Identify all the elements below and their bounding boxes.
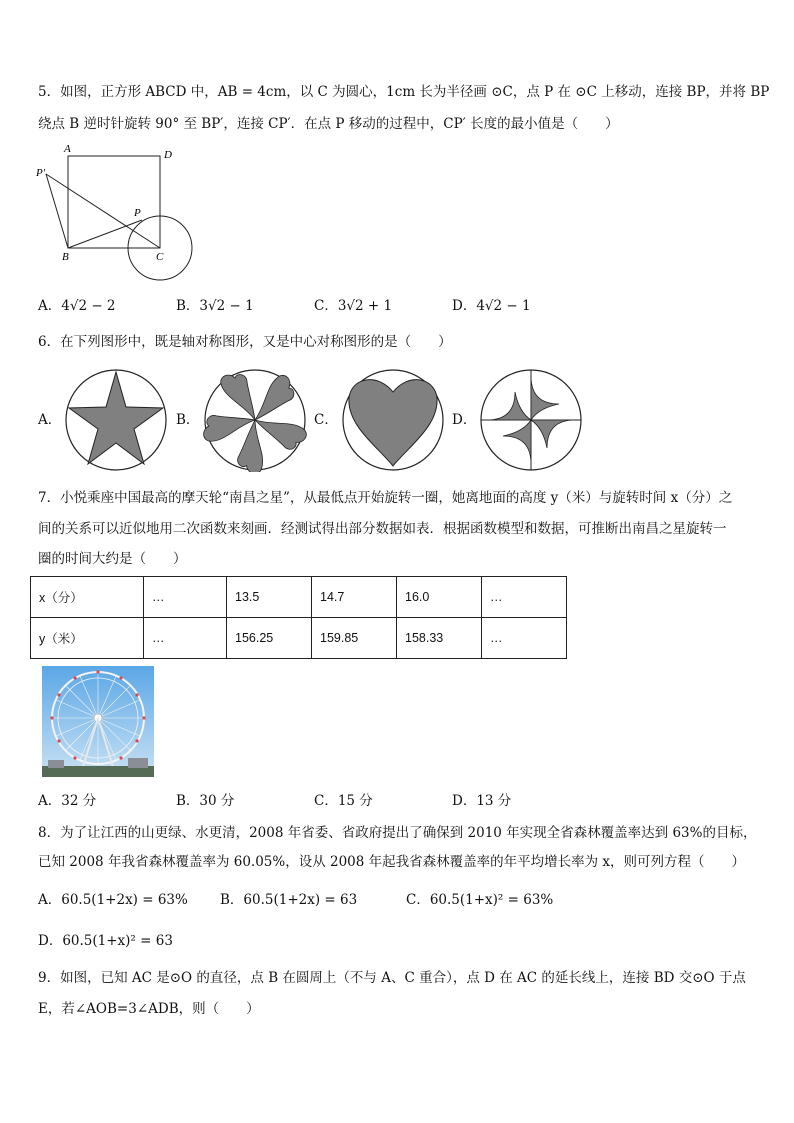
q9-stem-line2: E，若∠AOB=3∠ADB，则（ ）	[38, 1001, 260, 1017]
table-cell: …	[144, 577, 227, 618]
table-cell: y（米）	[31, 618, 144, 659]
q7-option-c: C．15 分	[314, 793, 373, 809]
q5-option-b: B．3√2 − 1	[176, 298, 254, 314]
q8-option-c: C．60.5(1+x)² = 63%	[406, 892, 554, 908]
label-p: P	[134, 207, 141, 219]
table-cell: 156.25	[227, 618, 312, 659]
q5-option-a: A．4√2 − 2	[38, 298, 116, 314]
q5-option-c: C．3√2 + 1	[314, 298, 393, 314]
table-cell: …	[482, 577, 567, 618]
q8-option-b: B．60.5(1+2x) = 63	[220, 892, 358, 908]
q8-option-a: A．60.5(1+2x) = 63%	[38, 892, 188, 908]
q7-option-d: D．13 分	[452, 793, 512, 809]
q6-stem: 6．在下列图形中，既是轴对称图形，又是中心对称图形的是（ ）	[38, 334, 452, 350]
table-cell: 16.0	[397, 577, 482, 618]
q7-stem-line3: 圈的时间大约是（ ）	[38, 551, 187, 567]
q5-stem-line2: 绕点 B 逆时针旋转 90° 至 BP′，连接 CP′．在点 P 移动的过程中，CP′ 长度的最小值是（ ）	[38, 116, 619, 132]
table-row	[31, 618, 567, 659]
q6-option-c-figure	[341, 368, 445, 472]
q7-option-a: A．32 分	[38, 793, 97, 809]
q6-option-d-figure	[479, 368, 583, 472]
table-cell: x（分）	[31, 577, 144, 618]
segment-bp-prime	[46, 174, 68, 248]
q5-stem-line1: 5．如图，正方形 ABCD 中，AB = 4cm，以 C 为圆心，1cm 长为半径画 ⊙C，点 P 在 ⊙C 上移动，连接 BP，并将 BP	[38, 84, 770, 100]
q7-option-b: B．30 分	[176, 793, 235, 809]
q6-option-c-letter: C．	[314, 412, 338, 428]
q6-option-b-figure	[203, 368, 307, 472]
label-b: B	[62, 251, 69, 263]
q8-stem-line2: 已知 2008 年我省森林覆盖率为 60.05%，设从 2008 年起我省森林覆盖率的年平均增长率为 x，则可列方程（ ）	[38, 854, 746, 870]
q5-option-d: D．4√2 − 1	[452, 298, 531, 314]
table-cell: …	[144, 618, 227, 659]
table-cell: 158.33	[397, 618, 482, 659]
q9-stem-line1: 9．如图，已知 AC 是⊙O 的直径，点 B 在圆周上（不与 A、C 重合），点 D 在 AC 的延长线上，连接 BD 交⊙O 于点	[38, 970, 746, 986]
q6-option-b-letter: B．	[176, 412, 200, 428]
q7-stem-line2: 间的关系可以近似地用二次函数来刻画．经测试得出部分数据如表．根据函数模型和数据，可推断出南昌之星旋转一	[38, 521, 727, 537]
table-cell: …	[482, 618, 567, 659]
q6-option-a-letter: A．	[38, 412, 62, 428]
label-a: A	[64, 143, 71, 155]
q5-figure	[34, 140, 204, 290]
label-p-prime: P′	[36, 167, 46, 179]
ferris-wheel-photo	[42, 666, 154, 777]
segment-cp-prime	[46, 174, 160, 248]
label-d: D	[164, 149, 172, 161]
table-cell: 159.85	[312, 618, 397, 659]
table-row	[31, 577, 567, 618]
q6-option-d-letter: D．	[452, 412, 477, 428]
q8-stem-line1: 8．为了让江西的山更绿、水更清，2008 年省委、省政府提出了确保到 2010 年实现全省森林覆盖率达到 63%的目标，	[38, 825, 757, 841]
square-abcd	[68, 156, 160, 248]
label-c: C	[156, 251, 164, 263]
table-cell: 13.5	[227, 577, 312, 618]
q7-data-table	[30, 576, 567, 659]
table-cell: 14.7	[312, 577, 397, 618]
q7-stem-line1: 7．小悦乘座中国最高的摩天轮“南昌之星”，从最低点开始旋转一圈，她离地面的高度 y（米）与旋转时间 x（分）之	[38, 490, 733, 506]
q8-option-d: D．60.5(1+x)² = 63	[38, 933, 173, 949]
q6-option-a-figure	[64, 368, 168, 472]
